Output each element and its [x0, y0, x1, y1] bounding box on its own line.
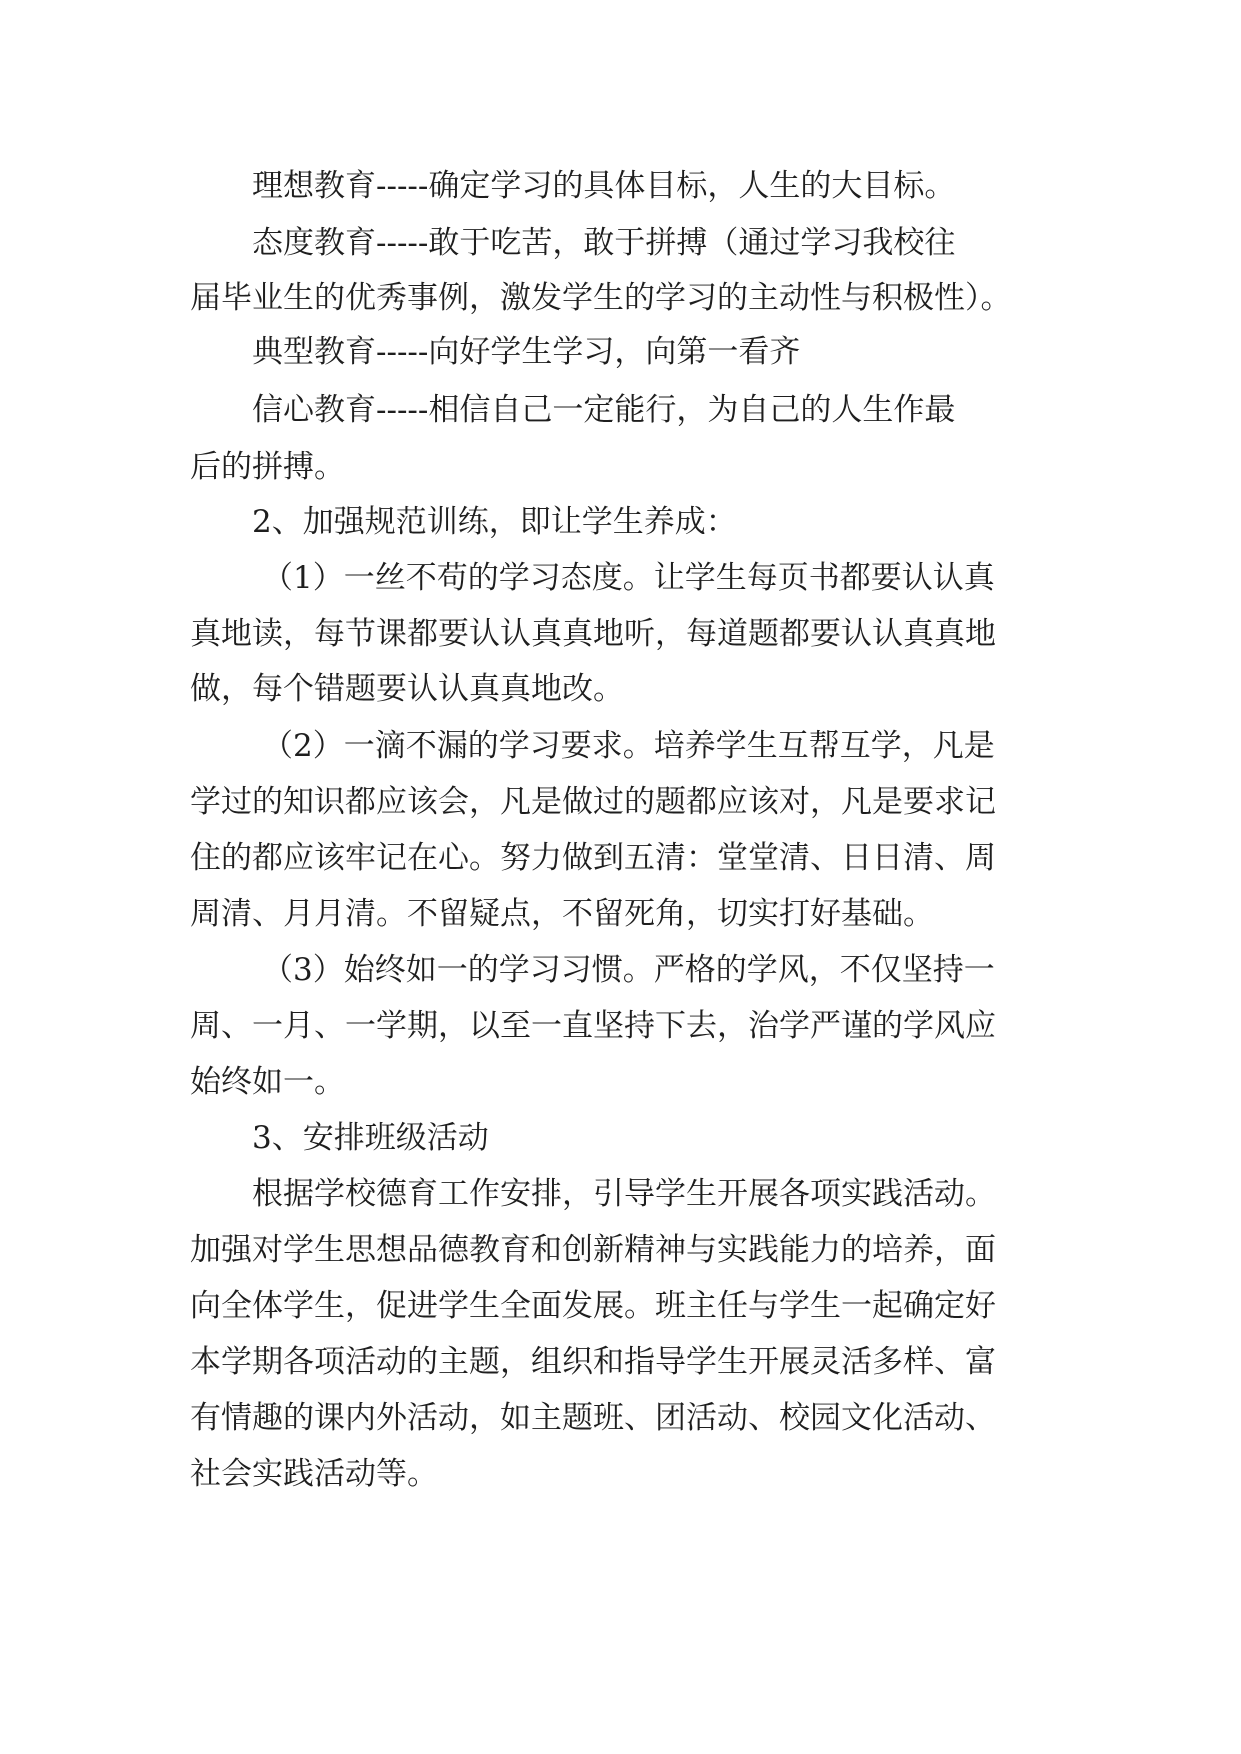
text-line-item-3-cont-2: 始终如一。	[190, 1064, 345, 1100]
text-line-item-1: （1）一丝不苟的学习态度。让学生每页书都要认认真	[262, 560, 995, 596]
text-line-activities-para: 根据学校德育工作安排，引导学生开展各项实践活动。	[252, 1176, 996, 1212]
text-line-item-3-cont-1: 周、一月、一学期，以至一直坚持下去，治学严谨的学风应	[190, 1008, 996, 1044]
text-line-item-2: （2）一滴不漏的学习要求。培养学生互帮互学，凡是	[262, 728, 995, 764]
text-line-activities-para-cont-4: 有情趣的课内外活动，如主题班、团活动、校园文化活动、	[190, 1400, 996, 1436]
text-line-section-2-heading: 2、加强规范训练，即让学生养成：	[252, 504, 737, 540]
text-line-activities-para-cont-3: 本学期各项活动的主题，组织和指导学生开展灵活多样、富	[190, 1344, 996, 1380]
text-line-item-1-cont-2: 做，每个错题要认认真真地改。	[190, 671, 624, 707]
text-line-ideal-education: 理想教育-----确定学习的具体目标，人生的大目标。	[252, 168, 956, 204]
text-line-item-1-cont-1: 真地读，每节课都要认认真真地听，每道题都要认认真真地	[190, 616, 996, 652]
text-line-activities-para-cont-2: 向全体学生，促进学生全面发展。班主任与学生一起确定好	[190, 1288, 996, 1324]
text-line-activities-para-cont-5: 社会实践活动等。	[190, 1456, 438, 1492]
text-line-item-2-cont-3: 周清、月月清。不留疑点，不留死角，切实打好基础。	[190, 896, 934, 932]
text-line-activities-para-cont-1: 加强对学生思想品德教育和创新精神与实践能力的培养，面	[190, 1232, 996, 1268]
text-line-item-3: （3）始终如一的学习习惯。严格的学风，不仅坚持一	[262, 952, 995, 988]
text-line-item-2-cont-2: 住的都应该牢记在心。努力做到五清：堂堂清、日日清、周	[190, 840, 996, 876]
text-line-attitude-education: 态度教育-----敢于吃苦，敢于拼搏（通过学习我校往	[252, 225, 956, 261]
text-line-item-2-cont-1: 学过的知识都应该会，凡是做过的题都应该对，凡是要求记	[190, 784, 996, 820]
text-line-section-3-heading: 3、安排班级活动	[252, 1120, 489, 1156]
text-line-model-education: 典型教育-----向好学生学习，向第一看齐	[252, 334, 801, 370]
text-line-confidence-education: 信心教育-----相信自己一定能行，为自己的人生作最	[252, 392, 956, 428]
text-line-confidence-education-cont: 后的拼搏。	[190, 449, 345, 485]
text-line-attitude-education-cont: 届毕业生的优秀事例，激发学生的学习的主动性与积极性）。	[190, 280, 1012, 316]
